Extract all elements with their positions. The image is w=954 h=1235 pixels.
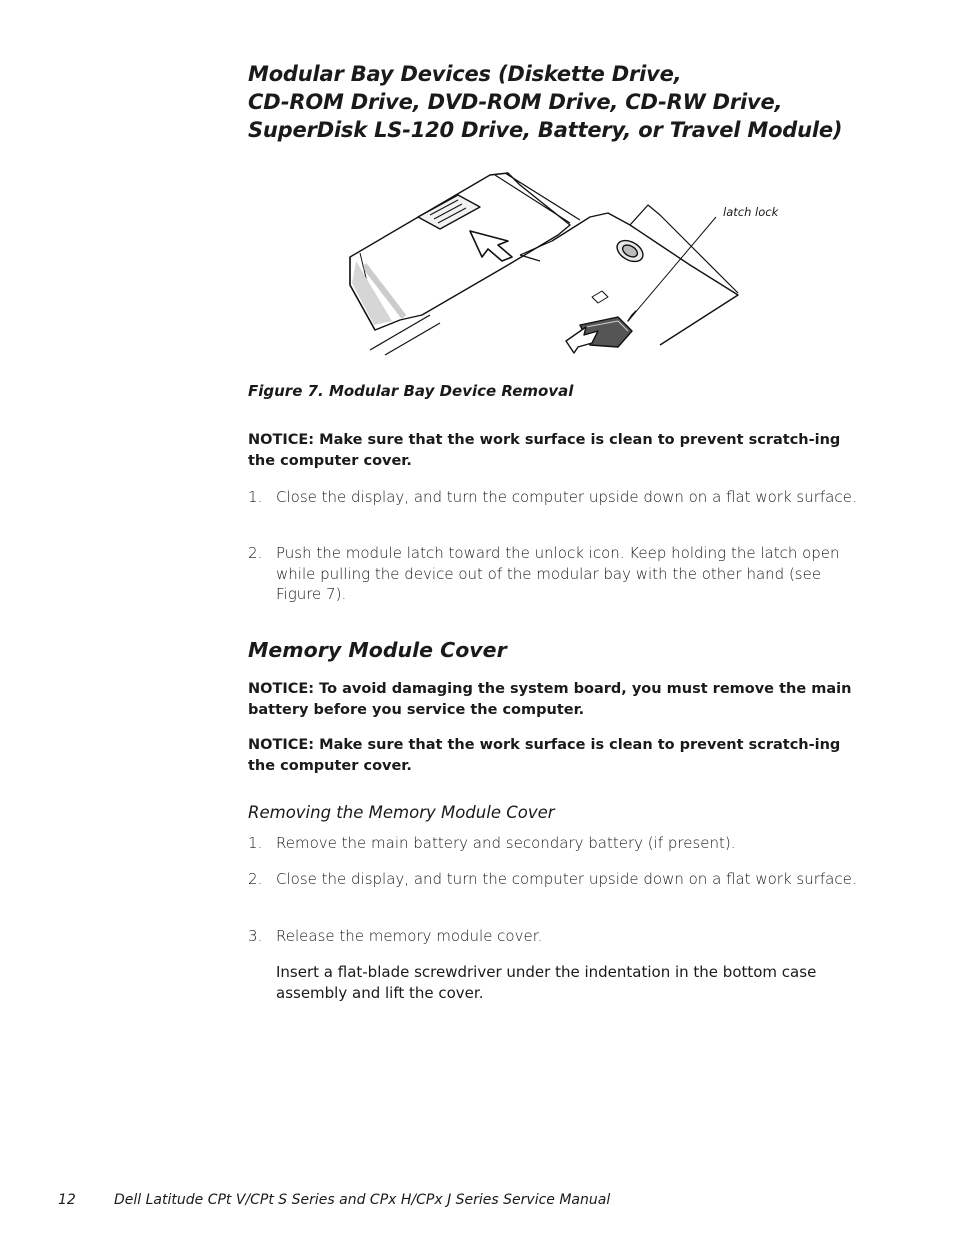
step-number: 2. <box>248 544 263 562</box>
notice-remove-battery: NOTICE: To avoid damaging the system board, you must remove the main battery before you service the computer. <box>248 681 852 718</box>
screwdriver-instruction: Insert a flat-blade screwdriver under the indentation in the bottom case assembly and lift the cover. <box>276 963 817 1002</box>
step-number: 1. <box>248 834 263 852</box>
latch-lock-callout: latch lock <box>723 205 779 219</box>
list-item <box>248 869 858 890</box>
list-item <box>248 926 858 947</box>
list-item <box>248 833 858 854</box>
step-text: Close the display, and turn the computer upside down on a flat work surface. <box>276 870 857 888</box>
step-number: 3. <box>248 927 263 945</box>
figure-caption: Figure 7. Modular Bay Device Removal <box>248 382 574 400</box>
title-line-3: SuperDisk LS-120 Drive, Battery, or Travel Module) <box>248 118 843 142</box>
step-text: Remove the main battery and secondary battery (if present). <box>276 834 736 852</box>
notice-clean-surface-2: NOTICE: Make sure that the work surface is clean to prevent scratch-ing the computer cover. <box>248 737 841 774</box>
footer-manual-title: Dell Latitude CPt V/CPt S Series and CPx H/CPx J Series Service Manual <box>114 1192 611 1208</box>
title-line-2: CD-ROM Drive, DVD-ROM Drive, CD-RW Drive, <box>248 90 783 114</box>
title-line-1: Modular Bay Devices (Diskette Drive, <box>248 62 682 86</box>
step-number: 2. <box>248 870 263 888</box>
removing-memory-cover-subheading: Removing the Memory Module Cover <box>248 803 555 822</box>
page-number: 12 <box>58 1192 76 1208</box>
step-text: Push the module latch toward the unlock icon. Keep holding the latch open while pulling the device out of the modular bay with the other hand (see Figure 7). <box>276 544 840 603</box>
list-item <box>248 543 858 605</box>
section-title <box>248 60 888 144</box>
step-number: 1. <box>248 488 263 506</box>
modular-bay-removal-illustration <box>330 165 800 360</box>
step-text: Release the memory module cover. <box>276 927 543 945</box>
memory-module-cover-heading: Memory Module Cover <box>248 638 507 662</box>
step-text: Close the display, and turn the computer upside down on a flat work surface. <box>276 488 857 506</box>
list-item <box>248 487 858 508</box>
notice-clean-surface: NOTICE: Make sure that the work surface is clean to prevent scratch-ing the computer cover. <box>248 432 841 469</box>
